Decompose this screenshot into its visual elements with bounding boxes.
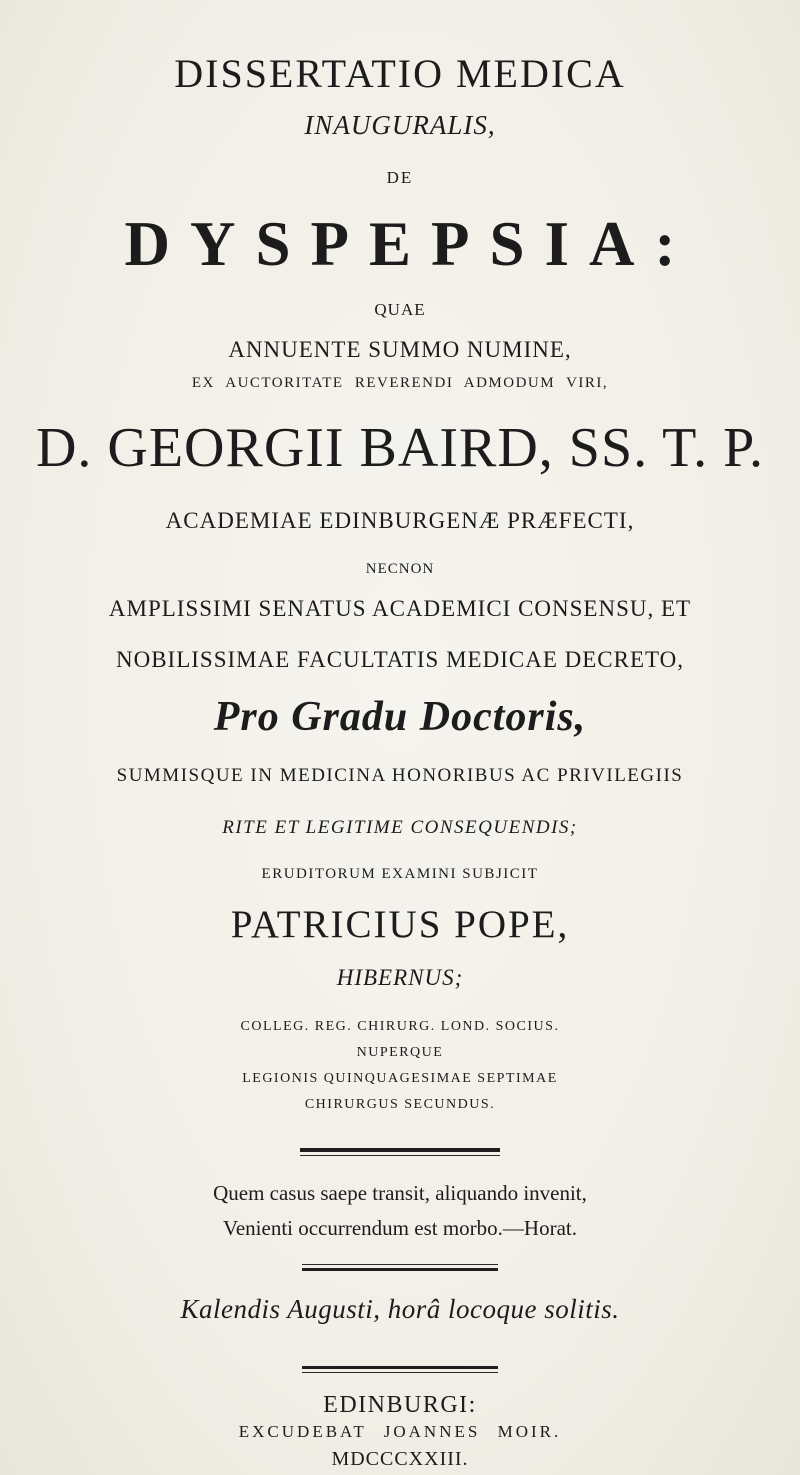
double-rule xyxy=(300,1148,500,1156)
imprint-city: EDINBURGI: xyxy=(323,1392,477,1418)
examini-line: ERUDITORUM EXAMINI SUBJICIT xyxy=(261,866,539,882)
rite-line: RITE ET LEGITIME CONSEQUENDIS; xyxy=(222,817,578,838)
pro-gradu-line: Pro Gradu Doctoris, xyxy=(213,694,587,740)
rule-thin xyxy=(300,1155,500,1156)
double-rule xyxy=(302,1366,498,1373)
dissertation-title: DISSERTATIO MEDICA xyxy=(174,51,626,96)
rule-thick xyxy=(300,1148,500,1152)
author-origin: HIBERNUS; xyxy=(336,965,464,990)
rule-thin xyxy=(302,1264,498,1265)
rule-thick xyxy=(302,1366,498,1369)
date-line: Kalendis Augusti, horâ locoque solitis. xyxy=(180,1294,620,1324)
senatus-line: AMPLISSIMI SENATUS ACADEMICI CONSENSU, ET xyxy=(108,596,692,621)
honoribus-line: SUMMISQUE IN MEDICINA HONORIBUS AC PRIVILEGIIS xyxy=(116,765,684,786)
facultatis-line: NOBILISSIMAE FACULTATIS MEDICAE DECRETO, xyxy=(115,647,685,672)
necnon-line: NECNON xyxy=(365,561,435,577)
epigraph-line: Venienti occurrendum est morbo.—Horat. xyxy=(223,1216,577,1240)
rule-thin xyxy=(302,1372,498,1373)
credential-line: COLLEG. REG. CHIRURG. LOND. SOCIUS. xyxy=(240,1019,560,1034)
credential-line: CHIRURGUS SECUNDUS. xyxy=(304,1097,496,1112)
imprint-printer: EXCUDEBAT JOANNES MOIR. xyxy=(238,1422,562,1441)
imprint-year: MDCCCXXIII. xyxy=(331,1448,469,1470)
credential-line: LEGIONIS QUINQUAGESIMAE SEPTIMAE xyxy=(242,1071,558,1086)
principal-name: D. GEORGII BAIRD, SS. T. P. xyxy=(35,417,765,479)
subject-heading: DYSPEPSIA: xyxy=(124,209,696,279)
academiae-line: ACADEMIAE EDINBURGENÆ PRÆFECTI, xyxy=(165,508,635,533)
author-name: PATRICIUS POPE, xyxy=(230,903,570,946)
auctoritate-line: EX AUCTORITATE REVERENDI ADMODUM VIRI, xyxy=(191,375,609,391)
annuente-line: ANNUENTE SUMMO NUMINE, xyxy=(228,337,572,362)
quae-line: QUAE xyxy=(374,300,426,319)
credential-line: NUPERQUE xyxy=(356,1045,444,1060)
dissertation-subtitle: INAUGURALIS, xyxy=(304,110,496,140)
epigraph-line: Quem casus saepe transit, aliquando invenit, xyxy=(213,1181,587,1205)
rule-thick xyxy=(302,1268,498,1271)
double-rule xyxy=(302,1264,498,1271)
de-line: DE xyxy=(386,168,414,187)
